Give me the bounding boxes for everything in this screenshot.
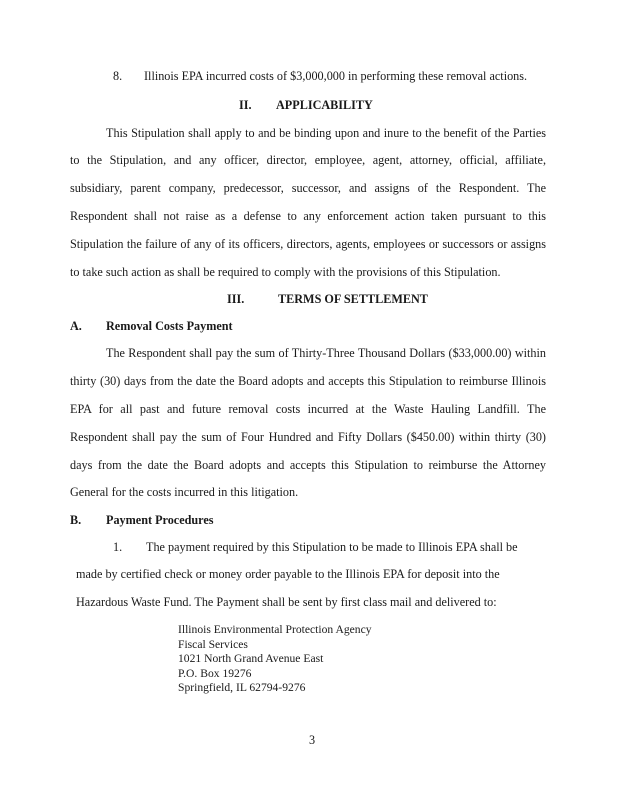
paragraph-8-text: Illinois EPA incurred costs of $3,000,000 in performing these removal actions. <box>144 69 528 83</box>
subsection-a-line: EPA for all past and future removal costs incurred at the Waste Hauling Landfill. The <box>70 402 546 416</box>
address-line: Springfield, IL 62794-9276 <box>178 681 306 695</box>
subsection-a-line: Respondent shall pay the sum of Four Hundred and Fifty Dollars ($450.00) within thirty (30) <box>70 430 546 444</box>
subsection-b-line: made by certified check or money order payable to the Illinois EPA for deposit into the <box>76 567 500 581</box>
subsection-b-letter: B. <box>70 513 82 527</box>
subsection-a-line: The Respondent shall pay the sum of Thirty-Three Thousand Dollars ($33,000.00) within <box>106 346 546 360</box>
subsection-b-title: Payment Procedures <box>106 513 214 527</box>
section-2-line: Stipulation the failure of any of its officers, directors, agents, employees or successors or assigns <box>70 237 546 251</box>
subsection-a-title: Removal Costs Payment <box>106 319 233 333</box>
subsection-b-line: The payment required by this Stipulation to be made to Illinois EPA shall be <box>146 540 518 554</box>
page-number: 3 <box>309 733 316 747</box>
section-2-numeral: II. <box>239 98 252 112</box>
address-line: 1021 North Grand Avenue East <box>178 652 324 666</box>
address-line: P.O. Box 19276 <box>178 666 252 680</box>
mailing-address <box>178 623 372 696</box>
address-line: Illinois Environmental Protection Agency <box>178 623 372 636</box>
section-2-line: to take such action as shall be required to comply with the provisions of this Stipulation. <box>70 265 501 279</box>
subsection-a-line: thirty (30) days from the date the Board adopts and accepts this Stipulation to reimburse Illinois <box>70 374 546 388</box>
subsection-a-line: days from the date the Board adopts and accepts this Stipulation to reimburse the Attorney <box>70 458 546 472</box>
section-2-line: Respondent shall not raise as a defense to any enforcement action taken pursuant to this <box>70 209 546 223</box>
subsection-b-line: Hazardous Waste Fund. The Payment shall be sent by first class mail and delivered to: <box>76 595 497 609</box>
paragraph-8-number: 8. <box>113 69 123 83</box>
section-2-line: to the Stipulation, and any officer, director, employee, agent, attorney, official, affiliate, <box>70 153 546 167</box>
section-3-numeral: III. <box>227 292 245 306</box>
section-2-title: APPLICABILITY <box>276 98 373 112</box>
subsection-a-letter: A. <box>70 319 82 333</box>
section-3-title: TERMS OF SETTLEMENT <box>278 292 428 306</box>
section-2-line: subsidiary, parent company, predecessor, successor, and assigns of the Respondent. The <box>70 181 546 195</box>
subsection-b-item-number: 1. <box>113 540 123 554</box>
subsection-a-line: General for the costs incurred in this litigation. <box>70 485 299 499</box>
address-line: Fiscal Services <box>178 637 248 651</box>
section-2-line: This Stipulation shall apply to and be binding upon and inure to the benefit of the Parties <box>106 126 546 140</box>
